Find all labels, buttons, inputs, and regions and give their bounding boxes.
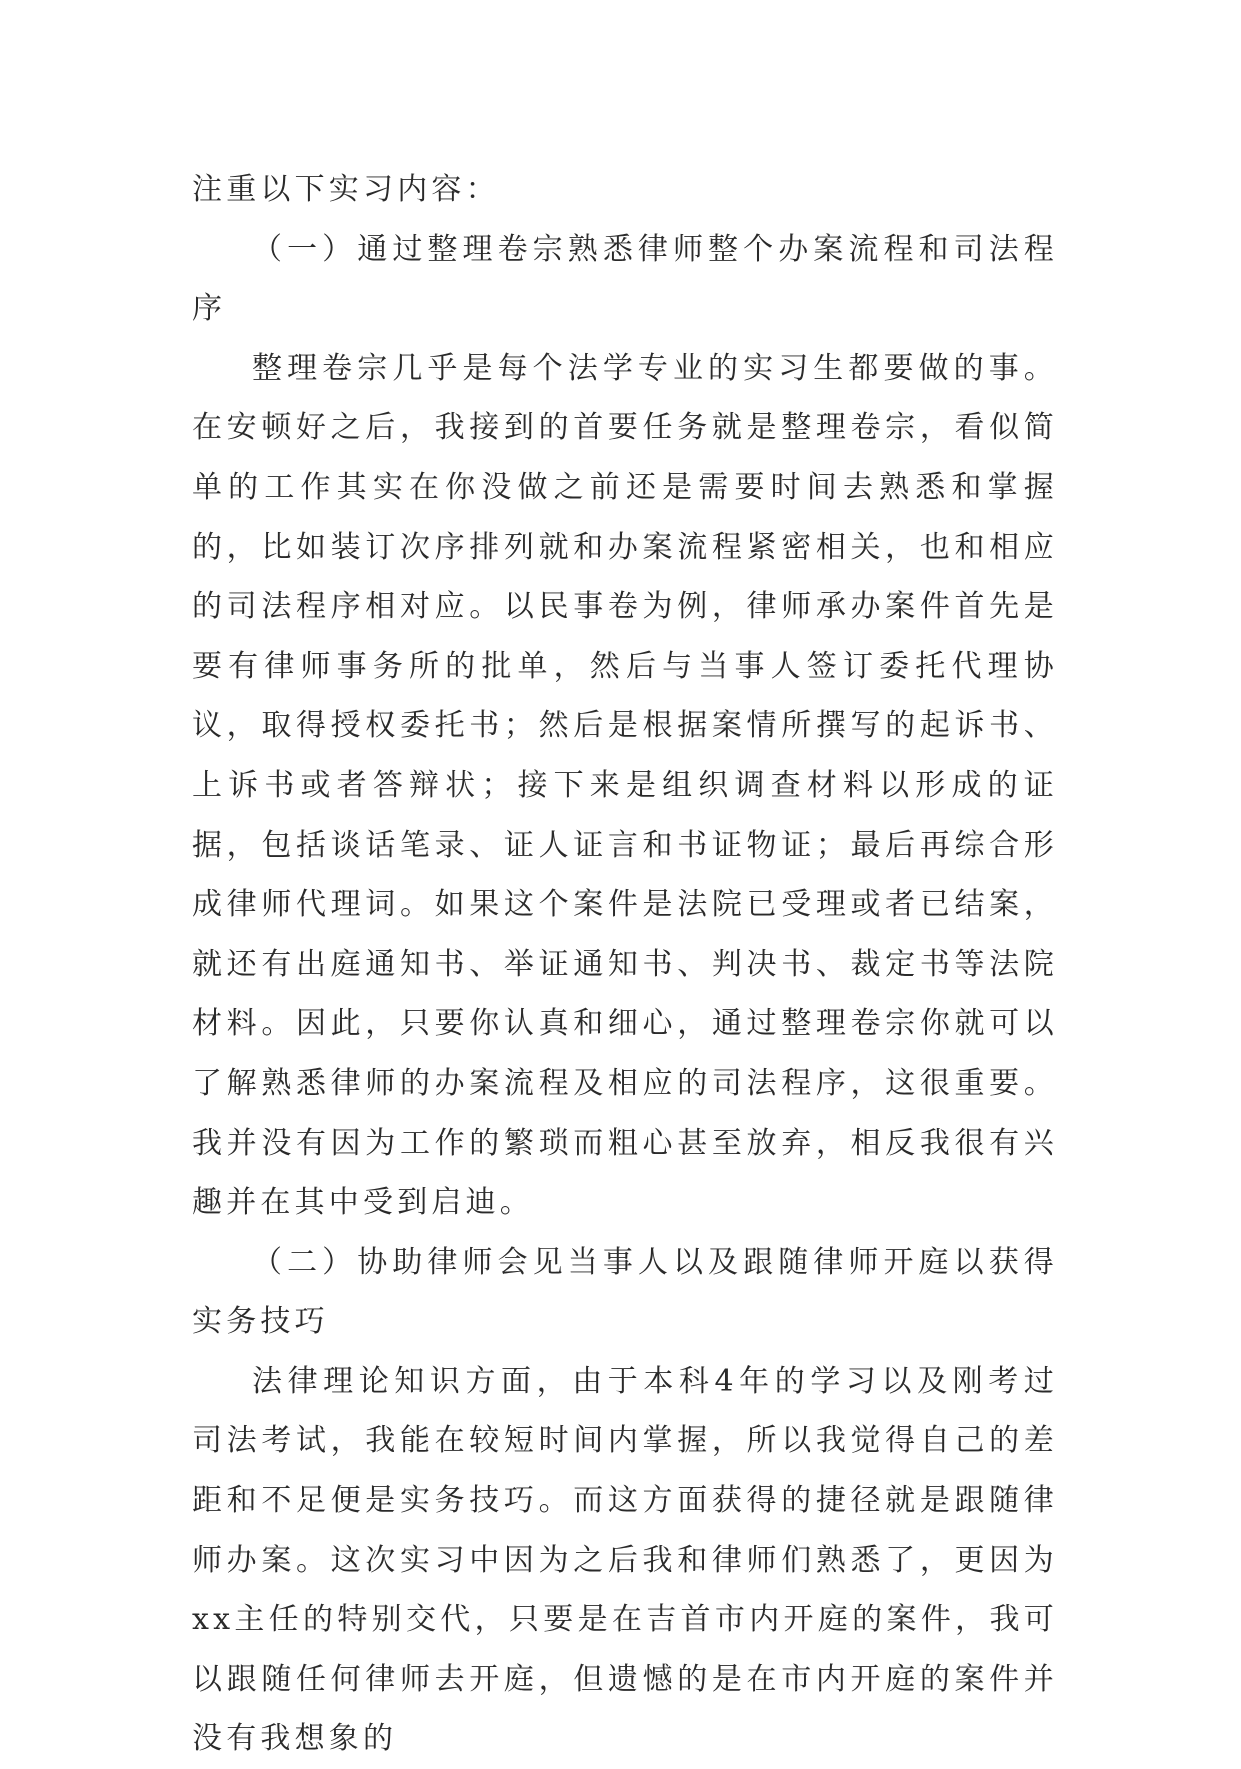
body-text: [192, 160, 1058, 1769]
paragraph-body-1: 整理卷宗几乎是每个法学专业的实习生都要做的事。在安顿好之后，我接到的首要任务就是整理卷宗，看似简单的工作其实在你没做之前还是需要时间去熟悉和掌握的，比如装订次序排列就和办案流程紧密相关，也和相应的司法程序相对应。以民事卷为例，律师承办案件首先是要有律师事务所的批单，然后与当事人签订委托代理协议，取得授权委托书；然后是根据案情所撰写的起诉书、上诉书或者答辩状；接下来是组织调查材料以形成的证据，包括谈话笔录、证人证言和书证物证；最后再综合形成律师代理词。如果这个案件是法院已受理或者已结案，就还有出庭通知书、举证通知书、判决书、裁定书等法院材料。因此，只要你认真和细心，通过整理卷宗你就可以了解熟悉律师的办案流程及相应的司法程序，这很重要。我并没有因为工作的繁琐而粗心甚至放弃，相反我很有兴趣并在其中受到启迪。: [192, 350, 1058, 1221]
section-heading-1: （一）通过整理卷宗熟悉律师整个办案流程和司法程序: [192, 231, 1058, 327]
paragraph-intro: 注重以下实习内容：: [192, 172, 500, 207]
paragraph-body-2: 法律理论知识方面，由于本科4年的学习以及刚考过司法考试，我能在较短时间内掌握，所以我觉得自己的差距和不足便是实务技巧。而这方面获得的捷径就是跟随律师办案。这次实习中因为之后我和律师们熟悉了，更因为xx主任的特别交代，只要是在吉首市内开庭的案件，我可以跟随任何律师去开庭，但遗憾的是在市内开庭的案件并没有我想象的: [192, 1363, 1058, 1757]
section-heading-2: （二）协助律师会见当事人以及跟随律师开庭以获得实务技巧: [192, 1244, 1058, 1340]
